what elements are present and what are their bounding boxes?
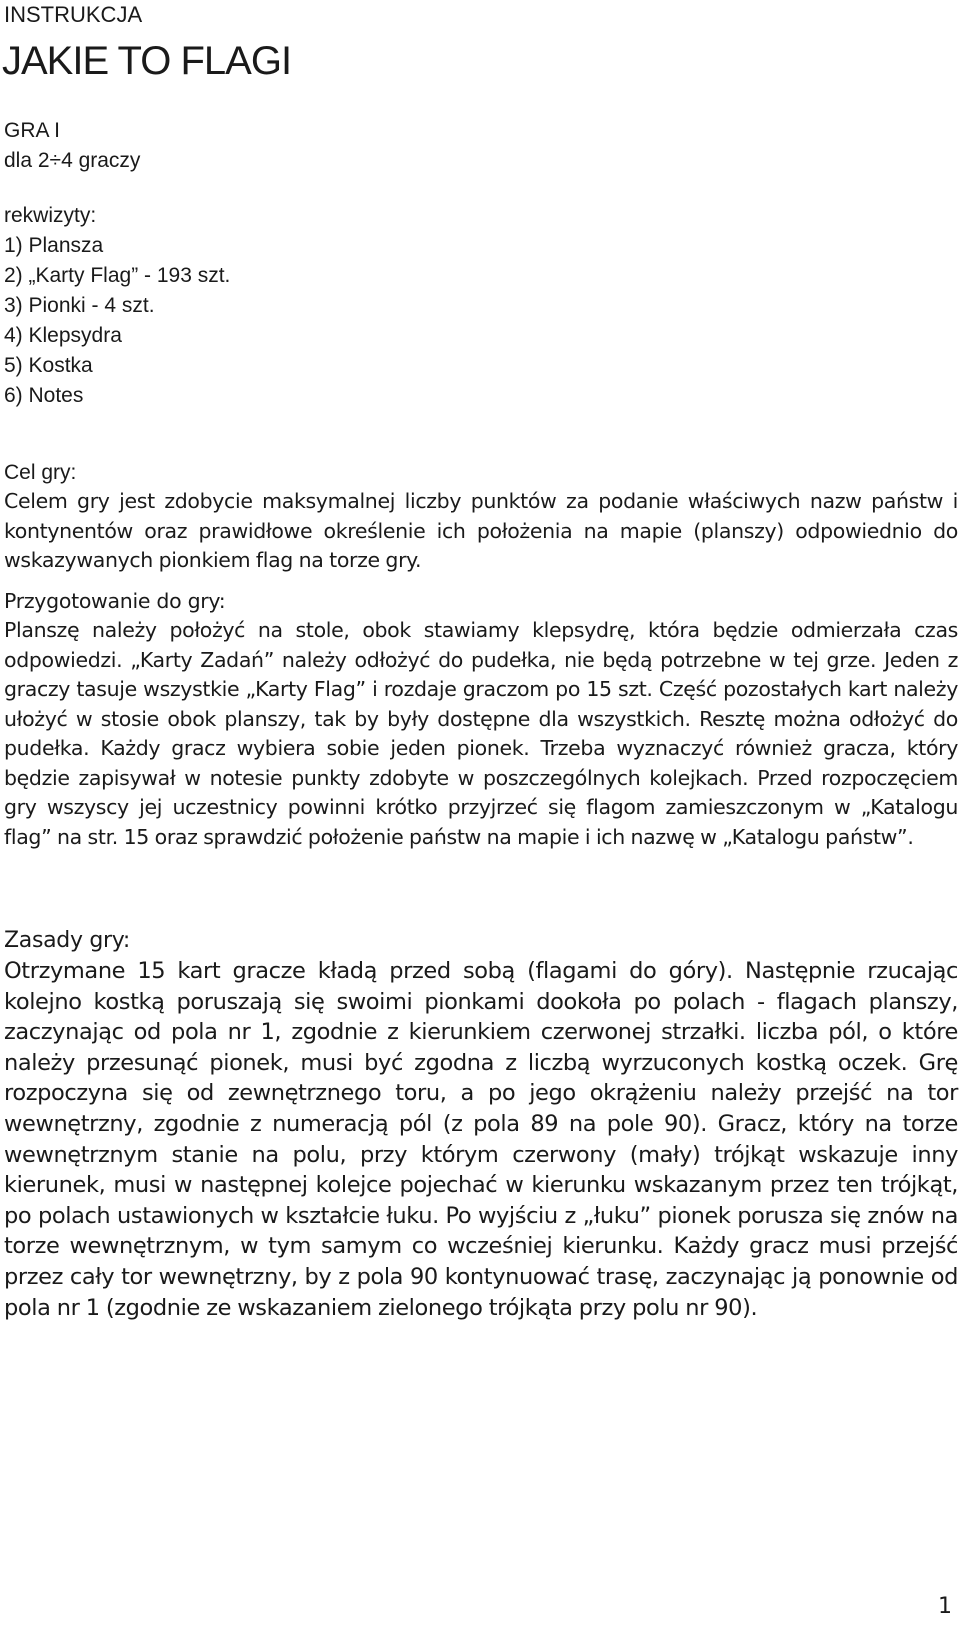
goal-text: Celem gry jest zdobycie maksymalnej liczby punktów za podanie właściwych nazw państw i kontynentów oraz prawidłowe określenie ich położenia na mapie (planszy) odpowiednio do wskazywanych pionkiem flag na torze gry. <box>4 489 958 572</box>
document-label: INSTRUKCJA <box>4 2 143 27</box>
game-info <box>4 116 140 176</box>
props-item: 3) Pionki - 4 szt. <box>4 294 155 317</box>
game-name: GRA I <box>4 119 61 142</box>
preparation-heading: Przygotowanie do gry: <box>4 589 226 613</box>
preparation-text: Planszę należy położyć na stole, obok stawiamy klepsydrę, która będzie odmierzała czas odpowiedzi. „Karty Zadań” należy odłożyć do pudełka, nie będą potrzebne w tej grze. Jeden z graczy tasuje wszystkie „Karty Flag” i rozdaje graczom po 15 szt. Część pozostałych kart należy ułożyć w stosie obok planszy, tak by były dostępne dla wszystkich. Resztę można odłożyć do pudełka. Każdy gracz wybiera sobie jeden pionek. Trzeba wyznaczyć również gracza, który będzie zapisywał w notesie punkty zdobyte w poszczególnych kolejkach. Przed rozpoczęciem gry wszyscy jej uczestnicy powinni krótko przyjrzeć się flagom zamieszczonym w „Katalogu flag” na str. 15 oraz sprawdzić położenie państw na mapie i ich nazwę w „Katalogu państw”. <box>4 618 958 849</box>
props-item: 2) „Karty Flag” - 193 szt. <box>4 264 231 287</box>
props-item: 4) Klepsydra <box>4 324 122 347</box>
goal-heading: Cel gry: <box>4 461 77 484</box>
rules-text: Otrzymane 15 kart gracze kładą przed sobą (flagami do góry). Następnie rzucając kolejno kostką poruszają się swoimi pionkami dookoła po polach - flagach planszy, zaczynając od pola nr 1, zgodnie z kierunkiem czerwonej strzałki. liczba pól, o które należy przesunąć pionek, musi być zgodna z liczbą wyrzuconych kostką oczek. Grę rozpoczyna się od zewnętrznego toru, a po jego okrążeniu należy przejść na tor wewnętrzny, zgodnie z numeracją pól (z pola 89 na pole 90). Gracz, który na torze wewnętrznym stanie na polu, przy którym czerwony (mały) trójkąt wskazuje inny kierunek, musi w następnej kolejce pojechać w kierunku wskazanym przez ten trójkąt, po polach ustawionych w kształcie łuku. Po wyjściu z „łuku” pionek porusza się znów na torze wewnętrznym, w tym samym co wcześniej kierunku. Każdy gracz musi przejść przez cały tor wewnętrzny, by z pola 90 kontynuować trasę, zaczynając ją ponownie od pola nr 1 (zgodnie ze wskazaniem zielonego trójkąta przy polu nr 90). <box>4 958 958 1321</box>
page-number: 1 <box>938 1594 952 1619</box>
props-list <box>4 201 230 411</box>
props-item: 6) Notes <box>4 384 84 407</box>
props-item: 1) Plansza <box>4 234 104 257</box>
rules-heading: Zasady gry: <box>4 928 131 953</box>
props-item: 5) Kostka <box>4 354 93 377</box>
document-title: JAKIE TO FLAGI <box>2 39 292 83</box>
player-count: dla 2÷4 graczy <box>4 149 141 172</box>
props-heading: rekwizyty: <box>4 204 97 227</box>
